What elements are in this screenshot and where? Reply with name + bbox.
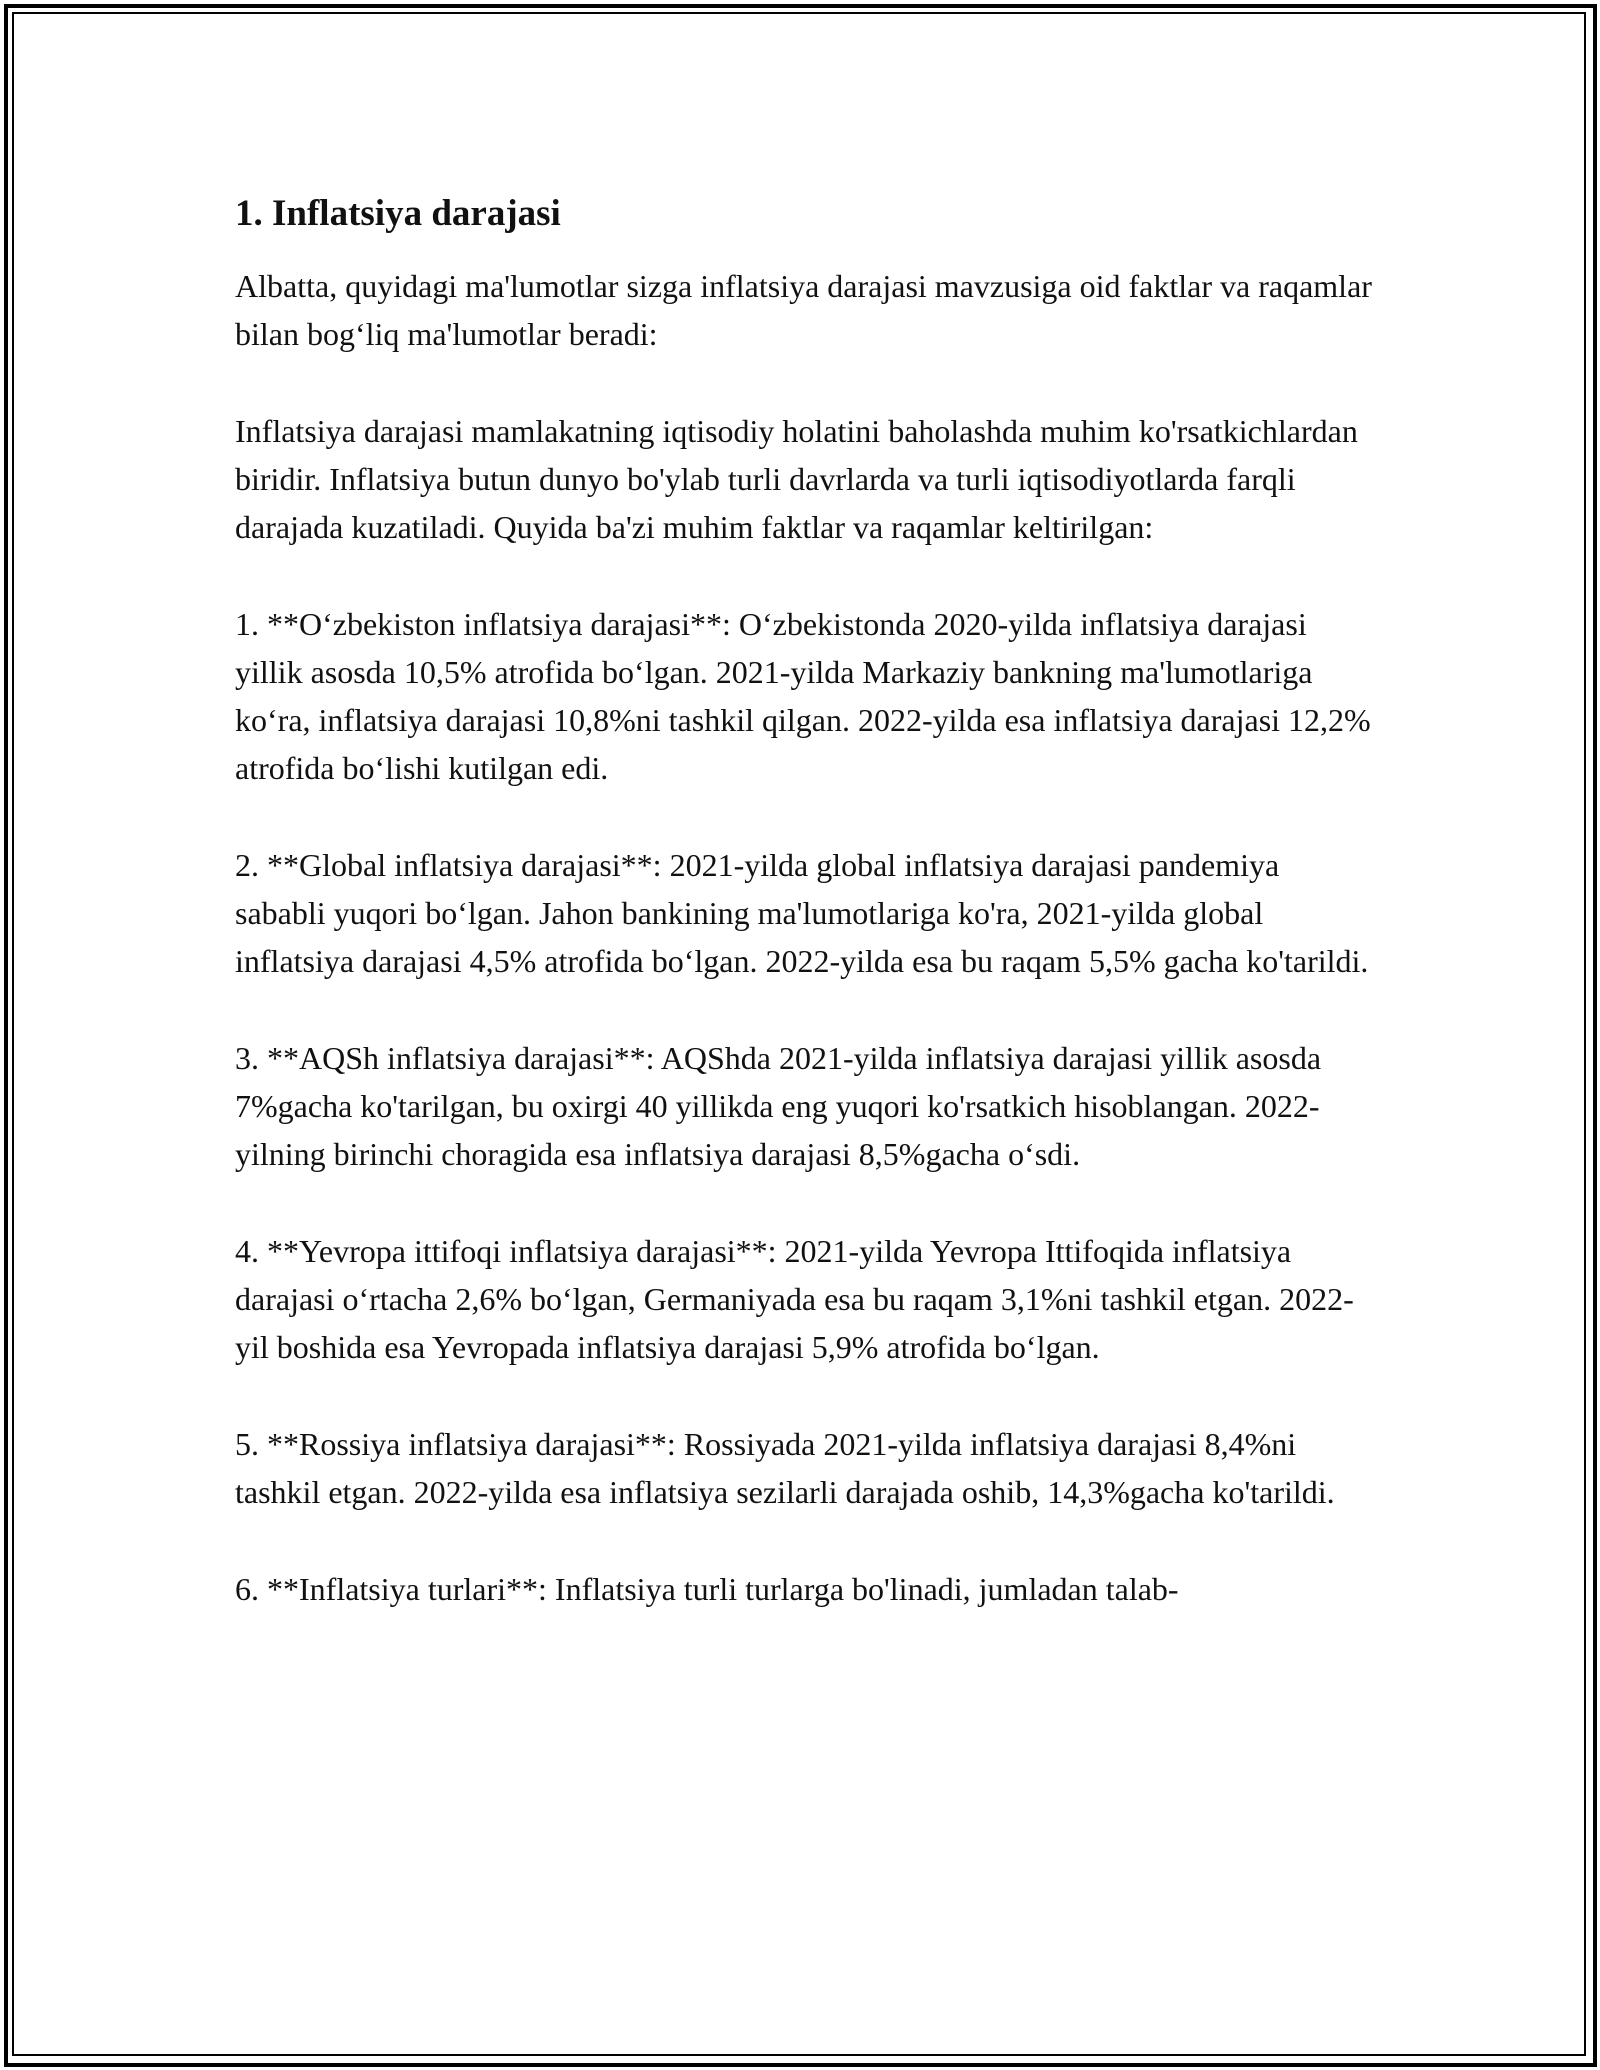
fact-types-paragraph: 6. **Inflatsiya turlari**: Inflatsiya turli turlarga bo'linadi, jumladan talab- bbox=[235, 1571, 1179, 1607]
fact-eu-paragraph: 4. **Yevropa ittifoqi inflatsiya darajasi**: 2021-yilda Yevropa Ittifoqida inflatsiya darajasi o‘rtacha 2,6% bo‘lgan, Germaniyada esa bu raqam 3,1%ni tashkil etgan. 2022-yil boshida esa Yevropada inflatsiya darajasi 5,9% atrofida bo‘lgan. bbox=[235, 1233, 1354, 1365]
overview-paragraph: Inflatsiya darajasi mamlakatning iqtisodiy holatini baholashda muhim ko'rsatkichlardan biridir. Inflatsiya butun dunyo bo'ylab turli davrlarda va turli iqtisodiyotlarda farqli darajada kuzatiladi. Quyida ba'zi muhim faktlar va raqamlar keltirilgan: bbox=[235, 413, 1358, 545]
intro-paragraph: Albatta, quyidagi ma'lumotlar sizga inflatsiya darajasi mavzusiga oid faktlar va raqamlar bilan bog‘liq ma'lumotlar beradi: bbox=[235, 268, 1372, 352]
document-title: 1. Inflatsiya darajasi bbox=[235, 193, 561, 234]
fact-usa-paragraph: 3. **AQSh inflatsiya darajasi**: AQShda 2021-yilda inflatsiya darajasi yillik asosda 7%gacha ko'tarilgan, bu oxirgi 40 yillikda eng yuqori ko'rsatkich hisoblangan. 2022-yilning birinchi choragida esa inflatsiya darajasi 8,5%gacha o‘sdi. bbox=[235, 1040, 1322, 1172]
fact-global-paragraph: 2. **Global inflatsiya darajasi**: 2021-yilda global inflatsiya darajasi pandemiya sababli yuqori bo‘lgan. Jahon bankining ma'lumotlariga ko'ra, 2021-yilda global inflatsiya darajasi 4,5% atrofida bo‘lgan. 2022-yilda esa bu raqam 5,5% gacha ko'tarildi. bbox=[235, 847, 1369, 979]
fact-uzbekistan-paragraph: 1. **O‘zbekiston inflatsiya darajasi**: O‘zbekistonda 2020-yilda inflatsiya darajasi yillik asosda 10,5% atrofida bo‘lgan. 2021-yilda Markaziy bankning ma'lumotlariga ko‘ra, inflatsiya darajasi 10,8%ni tashkil qilgan. 2022-yilda esa inflatsiya darajasi 12,2% atrofida bo‘lishi kutilgan edi. bbox=[235, 606, 1371, 786]
document-body bbox=[235, 188, 1375, 1613]
fact-russia-paragraph: 5. **Rossiya inflatsiya darajasi**: Rossiyada 2021-yilda inflatsiya darajasi 8,4%ni tashkil etgan. 2022-yilda esa inflatsiya sezilarli darajada oshib, 14,3%gacha ko'tarildi. bbox=[235, 1426, 1335, 1510]
